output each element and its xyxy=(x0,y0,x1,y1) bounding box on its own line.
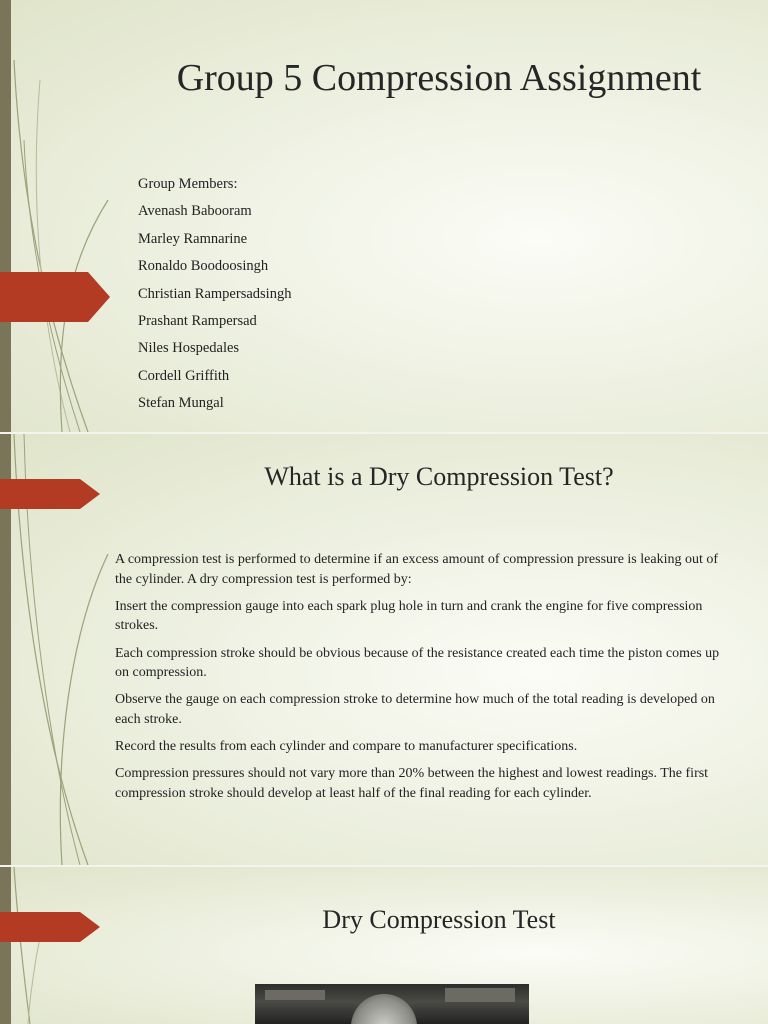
member-name: Christian Rampersadsingh xyxy=(138,285,292,302)
bullet-text: Record the results from each cylinder and compare to manufacturer specifications. xyxy=(115,739,578,755)
members-list xyxy=(138,171,291,418)
gauge-icon xyxy=(351,994,417,1024)
engine-part xyxy=(445,988,515,1002)
title-slide xyxy=(0,0,768,432)
list-item xyxy=(96,737,726,757)
member-name: Stefan Mungal xyxy=(138,395,224,412)
compression-gauge-photo xyxy=(255,984,529,1024)
decorative-swirl-icon xyxy=(0,0,110,432)
bullet-text: Compression pressures should not vary more than 20% between the highest and lowest readings. The first compression stroke should develop at least half of the final reading for each cylinder. xyxy=(115,766,709,801)
list-item xyxy=(96,550,726,589)
member-name: Prashant Rampersad xyxy=(138,313,257,330)
member-name: Marley Ramnarine xyxy=(138,230,248,247)
slide-title: Dry Compression Test xyxy=(322,905,556,934)
bullet-text: Each compression stroke should be obvious because of the resistance created each time the piston comes up on compression. xyxy=(115,645,720,681)
member-name: Ronaldo Boodoosingh xyxy=(138,258,269,275)
list-item xyxy=(96,690,726,729)
accent-arrow xyxy=(0,479,100,509)
bullet-text: A compression test is performed to determine if an excess amount of compression pressure is leaking out of the cylinder. A dry compression test is performed by: xyxy=(115,552,719,587)
member-name: Avenash Babooram xyxy=(138,203,252,220)
list-item xyxy=(96,597,726,636)
members-heading: Group Members: xyxy=(138,176,238,192)
image-slide xyxy=(0,867,768,1024)
engine-part xyxy=(265,990,325,1000)
bullet-text: Observe the gauge on each compression stroke to determine how much of the total reading is developed on each stroke. xyxy=(115,692,715,727)
slide-title: What is a Dry Compression Test? xyxy=(264,462,614,491)
decorative-swirl-icon xyxy=(0,867,110,1024)
list-item xyxy=(96,764,726,803)
accent-arrow xyxy=(0,272,110,322)
member-name: Niles Hospedales xyxy=(138,340,240,357)
accent-arrow xyxy=(0,912,100,942)
dry-compression-test-slide xyxy=(0,434,768,865)
list-item xyxy=(96,644,726,683)
bullet-list xyxy=(96,550,726,811)
bullet-text: Insert the compression gauge into each spark plug hole in turn and crank the engine for five compression strokes. xyxy=(115,598,703,634)
slide-title: Group 5 Compression Assignment xyxy=(176,57,702,99)
member-name: Cordell Griffith xyxy=(138,367,230,384)
